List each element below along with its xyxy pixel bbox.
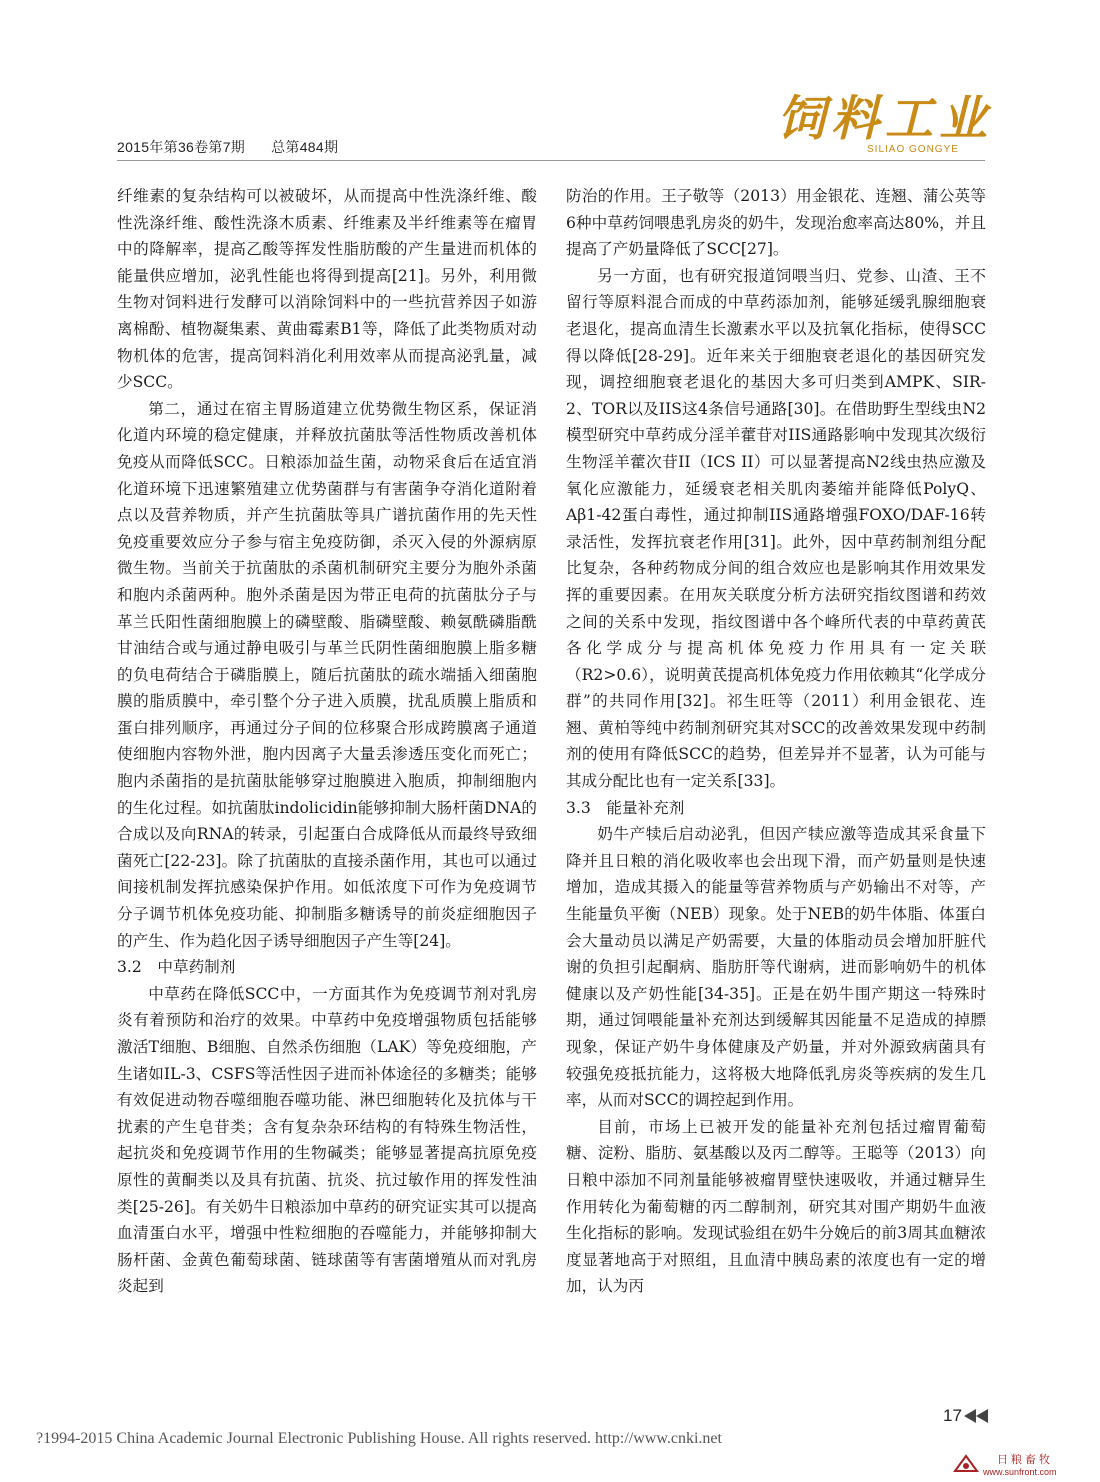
section-heading: 3.2 中草药制剂 bbox=[117, 958, 236, 977]
watermark bbox=[953, 1449, 1093, 1481]
issue-info bbox=[117, 137, 338, 157]
body-paragraph: 另一方面，也有研究报道饲喂当归、党参、山渣、王不留行等原料混合而成的中草药添加剂，能够延缓乳腺细胞衰老退化，提高血清生长激素水平以及抗氧化指标，使得SCC得以降低[28-29]。近年来关于细胞衰老退化的基因研究发现，调控细胞衰老退化的基因大多可归类到AMPK、SIR-2、TOR以及IIS这4条信号通路[30]。在借助野生型线虫N2模型研究中草药成分淫羊藿苷对IIS通路影响中发现其次级衍生物淫羊藿次苷II（ICS II）可以显著提高N2线虫热应激及氧化应激能力，延缓衰老相关肌肉萎缩并能降低PolyQ、Aβ1-42蛋白毒性，通过抑制IIS通路增强FOXO/DAF-16转录活性，发挥抗衰老作用[31]。此外，因中草药制剂组分配比复杂，各种药物成分间的组合效应也是影响其作用效果发挥的重要因素。在用灰关联度分析方法研究指纹图谱和药效之间的关系中发现，指纹图谱中各个峰所代表的中草药黄芪各化学成分与提高机体免疫力作用具有一定关联（R2>0.6），说明黄芪提高机体免疫力作用依赖其“化学成分群”的共同作用[32]。祁生旺等（2011）利用金银花、连翘、黄柏等纯中药制剂研究其对SCC的改善效果发现中药制剂的使用有降低SCC的趋势，但差异并不显著，认为可能与其成分配比也有一定关系[33]。 bbox=[566, 266, 986, 791]
page-number: 17 bbox=[943, 1406, 962, 1425]
watermark-logo-icon bbox=[953, 1453, 979, 1475]
watermark-url: www.sunfront.com bbox=[983, 1467, 1057, 1477]
body-paragraph: 防治的作用。王子敬等（2013）用金银花、连翘、蒲公英等6种中草药饲喂患乳房炎的奶牛，发现治愈率高达80%，并且提高了产奶量降低了SCC[27]。 bbox=[566, 187, 986, 259]
left-column bbox=[117, 183, 537, 1300]
header-rule bbox=[117, 160, 985, 161]
body-paragraph: 纤维素的复杂结构可以被破坏，从而提高中性洗涤纤维、酸性洗涤纤维、酸性洗涤木质素、纤维素及半纤维素等在瘤胃中的降解率，提高乙酸等挥发性脂肪酸的产生量进而机体的能量供应增加，泌乳性能也将得到提高[21]。另外，利用微生物对饲料进行发酵可以消除饲料中的一些抗营养因子如游离棉酚、植物凝集素、黄曲霉素B1等，降低了此类物质对动物机体的危害，提高饲料消化利用效率从而提高泌乳量，减少SCC。 bbox=[117, 187, 537, 392]
section-heading: 3.3 能量补充剂 bbox=[566, 798, 685, 817]
body-paragraph: 中草药在降低SCC中，一方面其作为免疫调节剂对乳房炎有着预防和治疗的效果。中草药中免疫增强物质包括能够激活T细胞、B细胞、自然杀伤细胞（LAK）等免疫细胞，产生诸如IL-3、CSFS等活性因子进而补体途径的多糖类；能够有效促进动物吞噬细胞吞噬功能、淋巴细胞转化及抗体与干扰素的产生皂苷类；含有复杂杂环结构的有特殊生物活性，起抗炎和免疫调节作用的生物碱类；能够显著提高抗原免疫原性的黄酮类以及具有抗菌、抗炎、抗过敏作用的挥发性油类[25-26]。有关奶牛日粮添加中草药的研究证实其可以提高血清蛋白水平，增强中性粒细胞的吞噬能力，并能够抑制大肠杆菌、金黄色葡萄球菌、链球菌等有害菌增殖从而对乳房炎起到 bbox=[117, 984, 537, 1296]
body-paragraph: 奶牛产犊后启动泌乳，但因产犊应激等造成其采食量下降并且日粮的消化吸收率也会出现下滑，而产奶量则是快速增加，造成其摄入的能量等营养物质与产奶输出不对等，产生能量负平衡（NEB）现象。处于NEB的奶牛体脂、体蛋白会大量动员以满足产奶需要，大量的体脂动员会增加肝脏代谢的负担引起酮病、脂肪肝等代谢病，进而影响奶牛的机体健康以及产奶性能[34-35]。正是在奶牛围产期这一特殊时期，通过饲喂能量补充剂达到缓解其因能量不足造成的掉膘现象，保证产奶牛身体健康及产奶量，并对外源致病菌具有较强免疫抵抗能力，这将极大地降低乳房炎等疾病的发生几率，从而对SCC的调控起到作用。 bbox=[566, 825, 986, 1110]
page-arrow-icon bbox=[964, 1409, 988, 1423]
issue-volume: 2015年第36卷第7期 bbox=[117, 139, 246, 155]
journal-title: 饲料工业 bbox=[777, 91, 994, 147]
journal-logo bbox=[777, 92, 1007, 160]
copyright-line: ?1994-2015 China Academic Journal Electronic Publishing House. All rights reserved. http://www.cnki.net bbox=[36, 1430, 722, 1447]
body-paragraph: 第二，通过在宿主胃肠道建立优势微生物区系，保证消化道内环境的稳定健康，并释放抗菌肽等活性物质改善机体免疫从而降低SCC。日粮添加益生菌，动物采食后在适宜消化道环境下迅速繁殖建立优势菌群与有害菌争夺消化道附着点以及营养物质，并产生抗菌肽等具广谱抗菌作用的先天性免疫重要效应分子参与宿主免疫防御，杀灭入侵的外源病原微生物。当前关于抗菌肽的杀菌机制研究主要分为胞外杀菌和胞内杀菌两种。胞外杀菌是因为带正电荷的抗菌肽分子与革兰氏阳性菌细胞膜上的磷壁酸、脂磷壁酸、赖氨酰磷脂酰甘油结合或与通过静电吸引与革兰氏阴性菌细胞膜上脂多糖的负电荷结合于磷脂膜上，随后抗菌肽的疏水端插入细菌胞膜的脂质膜中，牵引整个分子进入质膜，扰乱质膜上脂质和蛋白排列顺序，再通过分子间的位移聚合形成跨膜离子通道使细胞内容物外泄，胞内因离子大量丢渗透压变化而死亡；胞内杀菌指的是抗菌肽能够穿过胞膜进入胞质，抑制细胞内的生化过程。如抗菌肽indolicidin能够抑制大肠杆菌DNA的合成以及向RNA的转录，引起蛋白合成降低从而最终导致细菌死亡[22-23]。除了抗菌肽的直接杀菌作用，其也可以通过间接机制发挥抗感染保护作用。如低浓度下可作为免疫调节分子调节机体免疫功能、抑制脂多糖诱导的前炎症细胞因子的产生、作为趋化因子诱导细胞因子产生等[24]。 bbox=[117, 399, 537, 950]
body-paragraph: 目前，市场上已被开发的能量补充剂包括过瘤胃葡萄糖、淀粉、脂肪、氨基酸以及丙二醇等。王聪等（2013）向日粮中添加不同剂量能够被瘤胃壁快速吸收，并通过糖异生作用转化为葡萄糖的丙二醇制剂，研究其对围产期奶牛血液生化指标的影响。发现试验组在奶牛分娩后的前3周其血糖浓度显著地高于对照组，且血清中胰岛素的浓度也有一定的增加，认为丙 bbox=[566, 1117, 986, 1296]
right-column bbox=[566, 183, 986, 1300]
journal-pinyin: SILIAO GONGYE bbox=[867, 144, 959, 155]
total-issue: 总第484期 bbox=[271, 139, 339, 155]
watermark-name: 日粮畜牧 bbox=[997, 1453, 1053, 1466]
